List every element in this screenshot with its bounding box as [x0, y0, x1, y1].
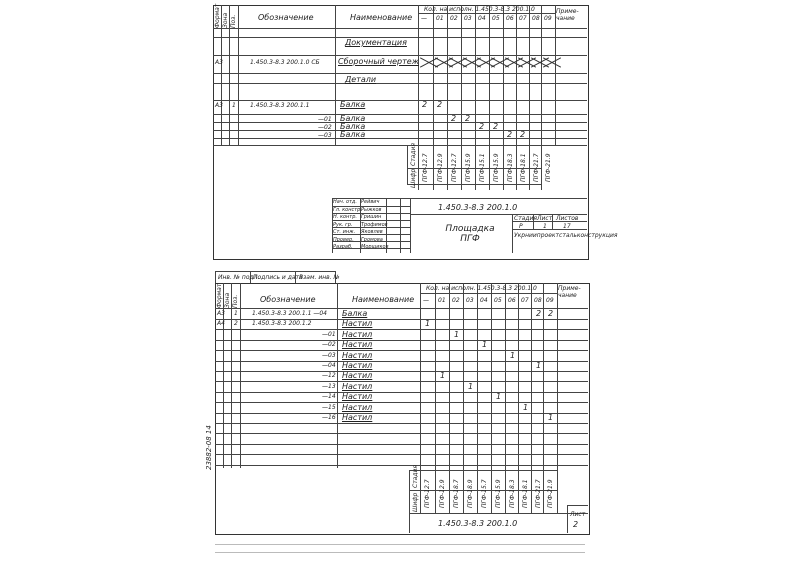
s2-row-pos: 2 [234, 320, 238, 328]
rule-line [418, 13, 555, 14]
s1-qty-cell: 2 [520, 130, 526, 139]
s1-exec-col-3: 03 [464, 15, 472, 22]
s2-row-designation: —15 [322, 403, 336, 411]
s1-role: Нач. отд. [333, 199, 357, 205]
s2-row-designation: —02 [322, 341, 336, 349]
rule-line [407, 184, 541, 185]
rule-line [215, 465, 588, 466]
s2-qty-cell: 1 [510, 350, 516, 360]
s2-qty-cell: 1 [468, 381, 474, 391]
s1-role: Ст. инж. [333, 229, 356, 235]
s1-exec-col-8: 08 [532, 15, 540, 22]
rule-line [213, 83, 587, 84]
s1-stamp-stage: Стадия [410, 142, 417, 166]
s1-header-name: Наименование [350, 13, 413, 22]
s2-row-name: Балка [342, 309, 368, 318]
s2-qty-cell: 1 [548, 413, 554, 422]
rule-line [215, 271, 335, 272]
s2-header-zone: Зона [224, 292, 231, 308]
rule-line [407, 145, 541, 146]
rule-line [435, 283, 436, 513]
s2-header-qty: Кол. на исполн. 1.450.3-8.3 200.1.0 [426, 285, 537, 292]
rule-line [420, 470, 421, 513]
s1-role: Гл. констр. [333, 206, 362, 213]
s2-exec-col-2: 02 [452, 297, 460, 304]
s2-row-name: Настил [342, 371, 373, 381]
s1-row-designation: 1.450.3-8.3 200.1.0 СБ [250, 59, 320, 66]
rule-line [238, 5, 239, 145]
s1-header-designation: Обозначение [258, 13, 314, 22]
s1-signer-name: Яковлев [361, 229, 383, 235]
s1-qty-cell: 2 [479, 122, 485, 131]
s2-footer-designation: 1.450.3-8.3 200.1.0 [438, 519, 518, 528]
rule-line [505, 283, 506, 513]
s1-role: Разраб. [333, 244, 353, 250]
s1-row-designation: —01 [318, 116, 332, 123]
s1-role: Рук. гр. [333, 221, 353, 228]
crossed-cell [542, 58, 560, 68]
rule-line [409, 470, 410, 533]
rule-line [518, 283, 519, 513]
s1-signer-name: Морщиков [361, 244, 389, 250]
s1-exec-col-2: 02 [450, 15, 458, 22]
rule-line [215, 340, 588, 341]
s1-pf-code: ПГФ-18.1 [520, 153, 527, 182]
s1-row-pos: 1 [232, 102, 236, 109]
rule-line [215, 329, 588, 330]
s2-exec-col-4: 04 [480, 297, 488, 304]
s2-exec-col-6: 06 [508, 297, 516, 304]
s2-qty-cell: 1 [440, 371, 446, 381]
s2-row-designation: —16 [322, 414, 336, 421]
s1-title-name: Площадка ПГФ [445, 224, 495, 244]
s1-signer-name: Трофимов [361, 221, 388, 228]
s1-row-name: Сборочный чертеж [338, 57, 419, 66]
rule-line [418, 145, 419, 184]
s1-qty-cell: 2 [507, 130, 513, 139]
scan-streak [215, 544, 585, 545]
s1-sheet-value: 1 [543, 223, 547, 230]
s2-header-name: Наименование [352, 295, 415, 304]
s1-pf-code: ПГФ-21.9 [545, 153, 552, 182]
rule-line [213, 130, 587, 131]
s1-row-format: A3 [215, 102, 223, 109]
rule-line [407, 145, 408, 184]
s2-row-format: A4 [217, 320, 225, 328]
rule-line [512, 214, 513, 253]
s1-signer-name: Рейвич [361, 199, 380, 205]
s2-exec-col-3: 03 [466, 297, 474, 304]
rule-line [555, 5, 556, 145]
rule-line [215, 350, 588, 351]
s1-row-name: Балка [340, 114, 366, 123]
s1-pf-code: ПГФ-15.9 [493, 153, 500, 182]
s1-signer-name: Рыжков [361, 206, 382, 213]
rule-line [516, 5, 517, 190]
s1-exec-col-1: 01 [436, 15, 444, 22]
s2-header-notes: Приме-чание [558, 285, 581, 299]
s1-sheets-value: 17 [563, 223, 571, 230]
s2-stamp-cipher: Шифр [412, 492, 419, 512]
scan-streak-2 [215, 552, 585, 553]
rule-line [240, 283, 241, 468]
s1-qty-cell: 2 [451, 114, 457, 123]
s1-stamp-cipher: Шифр [410, 168, 417, 188]
s2-row-designation: 1.450.3-8.3 200.1.2 [252, 320, 312, 328]
s2-qty-cell: 1 [523, 402, 529, 412]
s2-qty-cell: 2 [536, 309, 542, 318]
s1-role: Провер. [333, 236, 354, 243]
s2-stamp-stage: Стадия [412, 464, 419, 488]
s2-row-pos: 1 [234, 310, 238, 317]
s2-row-format: A3 [217, 310, 225, 317]
s1-exec-col-0: — [421, 15, 427, 22]
s2-pf-code: ПГФ-18.3 [509, 479, 516, 508]
rule-line [489, 5, 490, 190]
rule-line [213, 100, 587, 101]
s2-row-designation: —03 [322, 351, 336, 359]
s2-row-name: Настил [342, 329, 373, 339]
rule-line [409, 470, 557, 471]
rule-line [215, 308, 588, 309]
s1-pf-code: ПГФ-21.7 [533, 153, 540, 182]
s2-pf-code: ПГФ-12.9 [439, 479, 446, 508]
s2-sheet-label: Лист [570, 511, 586, 518]
s1-row-name: Балка [340, 122, 366, 131]
s2-top-inv: Инв. № подл. [218, 274, 260, 281]
rule-line [215, 454, 588, 455]
s1-exec-col-7: 07 [519, 15, 527, 22]
s1-header-notes: Приме-чание [556, 8, 579, 22]
s1-exec-col-9: 09 [544, 15, 552, 22]
s2-top-replace: Взам. инв. № [299, 274, 340, 281]
s2-row-designation: —01 [322, 330, 336, 338]
rule-line [215, 433, 588, 434]
s2-header-designation: Обозначение [260, 295, 316, 304]
s1-qty-cell: 2 [422, 100, 428, 109]
rule-line [433, 5, 434, 190]
s1-row-name: Документация [345, 38, 407, 47]
rule-line [447, 5, 448, 190]
rule-line [335, 5, 336, 145]
s2-header-pos: Поз. [232, 294, 239, 308]
s1-row-name: Детали [345, 75, 377, 84]
rule-line [461, 5, 462, 190]
s2-side-number: 23882-08 14 [205, 425, 213, 470]
s1-row-designation: 1.450.3-8.3 200.1.1 [250, 102, 310, 109]
s1-qty-cell: 2 [493, 122, 499, 131]
rule-line [215, 402, 588, 403]
s2-row-name: Настил [342, 350, 373, 360]
s1-role: Н. контр. [333, 214, 357, 220]
rule-line [463, 283, 464, 513]
s1-row-name: Балка [340, 100, 366, 109]
rule-line [213, 28, 587, 29]
rule-line [503, 5, 504, 190]
rule-line [213, 138, 587, 139]
s2-pf-code: ПГФ-18.9 [467, 479, 474, 508]
s1-exec-col-5: 05 [492, 15, 500, 22]
s2-row-name: Настил [342, 392, 373, 402]
rule-line [337, 283, 338, 468]
s2-pf-code: ПГФ-18.7 [453, 479, 460, 508]
s1-header-format: Формат [214, 3, 221, 28]
s1-exec-col-6: 06 [506, 15, 514, 22]
rule-line [543, 283, 544, 513]
s2-exec-col-8: 08 [534, 297, 542, 304]
s1-pf-code: ПГФ-15.9 [465, 153, 472, 182]
s1-title-designation: 1.450.3-8.3 200.1.0 [438, 203, 518, 212]
s1-row-designation: —02 [318, 124, 332, 131]
s2-row-name: Настил [342, 319, 373, 329]
s1-pf-code: ПГФ-12.9 [437, 153, 444, 182]
s1-pf-code: ПГФ-18.3 [507, 153, 514, 182]
s2-pf-code: ПГФ-21.9 [547, 479, 554, 508]
s2-top-sign: Подпись и дата [253, 274, 303, 281]
rule-line [215, 423, 588, 424]
s1-pf-code: ПГФ-12.7 [451, 153, 458, 182]
s1-qty-cell: 2 [465, 114, 471, 123]
rule-line [567, 505, 588, 506]
rule-line [410, 198, 411, 253]
rule-line [215, 271, 216, 283]
rule-line [215, 413, 588, 414]
rule-line [491, 283, 492, 513]
rule-line [567, 505, 568, 533]
s1-org: Укрниипроектстальконструкция [514, 232, 618, 239]
rule-line [512, 229, 587, 230]
s2-header-format: Формат [216, 283, 223, 308]
s2-row-designation: —12 [322, 372, 336, 380]
rule-line [475, 5, 476, 190]
rule-line [215, 361, 588, 362]
s1-pf-code: ПГФ-12.7 [422, 153, 429, 182]
s2-pf-code: ПГФ-18.1 [522, 479, 529, 508]
rule-line [231, 283, 232, 468]
rule-line [215, 371, 588, 372]
rule-line [213, 122, 587, 123]
s1-row-name: Балка [340, 130, 366, 139]
s1-signer-name: Громова [361, 236, 383, 243]
s2-row-name: Настил [342, 361, 373, 370]
s2-row-name: Настил [342, 413, 373, 422]
rule-line [409, 513, 588, 514]
s1-signer-name: Гришин [361, 214, 382, 220]
s2-qty-cell: 1 [425, 319, 431, 329]
rule-line [449, 283, 450, 513]
s2-qty-cell: 1 [496, 392, 502, 402]
rule-line [541, 5, 542, 190]
rule-line [213, 73, 587, 74]
s2-exec-col-0: — [423, 297, 429, 304]
s2-exec-col-5: 05 [494, 297, 502, 304]
s1-header-qty: Кол. на исполн. 1.450.3-8.3 200.1.0 [424, 6, 535, 13]
rule-line [213, 55, 587, 56]
s2-qty-cell: 1 [454, 329, 460, 339]
s1-stage-label: Стадия [514, 215, 538, 222]
s2-qty-cell: 1 [482, 340, 488, 350]
rule-line [557, 283, 558, 513]
s1-row-designation: —03 [318, 132, 332, 139]
s1-row-format: A3 [215, 59, 223, 66]
rule-line [215, 444, 588, 445]
rule-line [529, 5, 530, 190]
s1-qty-cell: 2 [437, 100, 443, 109]
s1-pf-code: ПГФ-15.1 [479, 153, 486, 182]
s2-exec-col-7: 07 [521, 297, 529, 304]
s2-exec-col-1: 01 [438, 297, 446, 304]
s2-pf-code: ПГФ-15.7 [481, 479, 488, 508]
s2-row-designation: —13 [322, 382, 336, 390]
s1-exec-col-4: 04 [478, 15, 486, 22]
s2-row-designation: 1.450.3-8.3 200.1.1 —04 [252, 310, 327, 317]
s2-exec-col-9: 09 [546, 297, 554, 304]
s2-row-name: Настил [342, 402, 373, 412]
s2-pf-code: ПГФ-12.7 [424, 479, 431, 508]
s1-header-pos: Поз. [230, 14, 237, 28]
rule-line [215, 392, 588, 393]
s2-qty-cell: 2 [548, 309, 554, 318]
s2-sheet-number: 2 [573, 520, 579, 529]
s1-sheet-label: Лист [537, 215, 553, 222]
s2-qty-cell: 1 [536, 361, 542, 370]
s1-sheets-label: Листов [556, 215, 579, 222]
s2-row-name: Настил [342, 381, 373, 391]
rule-line [215, 381, 588, 382]
rule-line [531, 283, 532, 513]
rule-line [213, 114, 587, 115]
s1-stage-value: Р [519, 223, 523, 230]
rule-line [420, 293, 557, 294]
s1-header-zone: Зона [222, 12, 229, 28]
s2-row-designation: —14 [322, 393, 336, 401]
s2-row-designation: —04 [322, 362, 336, 369]
s2-row-name: Настил [342, 340, 373, 350]
s2-pf-code: ПГФ-15.9 [495, 479, 502, 508]
rule-line [477, 283, 478, 513]
s2-pf-code: ПГФ-21.7 [535, 479, 542, 508]
